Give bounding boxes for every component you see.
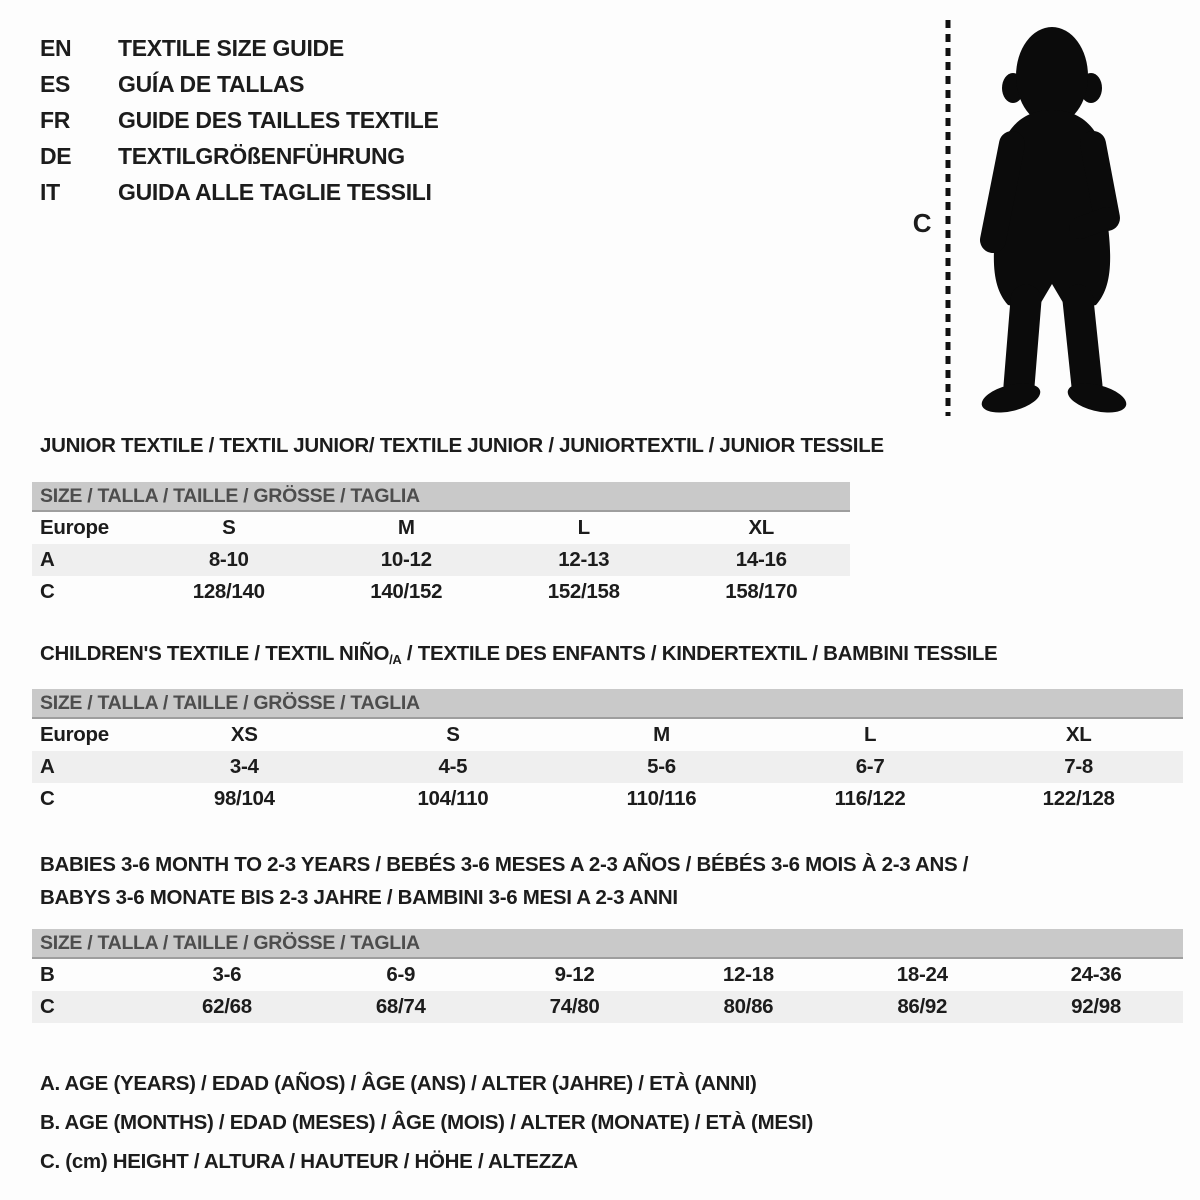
age-cell: 8-10: [208, 548, 249, 571]
measurement-legend: [40, 1064, 813, 1181]
height-cell: 128/140: [192, 580, 265, 603]
height-cell: 98/104: [213, 787, 275, 810]
table-row-europe: [32, 719, 1183, 751]
junior-table-body: [32, 512, 850, 608]
children-size-header: SIZE / TALLA / TAILLE / GRÖSSE / TAGLIA: [32, 689, 1183, 719]
legend-age-months: B. AGE (MONTHS) / EDAD (MESES) / ÂGE (MOIS) / ALTER (MONATE) / ETÀ (MESI): [40, 1111, 814, 1134]
table-row-height-cm: [32, 783, 1183, 815]
age-cell: 12-13: [558, 548, 610, 571]
legend-height-cm: C. (cm) HEIGHT / ALTURA / HAUTEUR / HÖHE / ALTEZZA: [40, 1150, 578, 1173]
age-cell: 14-16: [735, 548, 787, 571]
lang-code: ES: [40, 70, 71, 97]
size-cell: L: [577, 516, 590, 539]
lang-row-it: [40, 174, 439, 210]
size-cell: XL: [748, 516, 775, 539]
row-label: Europe: [40, 516, 109, 539]
babies-title-line-1: BABIES 3-6 MONTH TO 2-3 YEARS / BEBÉS 3-6 MESES A 2-3 AÑOS / BÉBÉS 3-6 MOIS À 2-3 ANS /: [40, 853, 969, 876]
table-row-height-cm: [32, 991, 1183, 1023]
height-cell: 92/98: [1071, 995, 1121, 1018]
height-cell: 116/122: [834, 787, 906, 810]
lang-row-es: [40, 66, 439, 102]
age-cell: 5-6: [647, 755, 676, 778]
age-cell: 18-24: [896, 963, 948, 986]
row-label: C: [40, 580, 55, 603]
children-title-sub: /A: [389, 652, 402, 667]
height-cell: 110/116: [626, 787, 697, 810]
children-title-post: / TEXTILE DES ENFANTS / KINDERTEXTIL / BAMBINI TESSILE: [401, 642, 998, 665]
children-table-body: [32, 719, 1183, 815]
age-cell: 3-6: [212, 963, 242, 986]
size-cell: XL: [1065, 723, 1092, 746]
height-cell: 68/74: [375, 995, 426, 1018]
guide-title-it: GUIDA ALLE TAGLIE TESSILI: [118, 178, 432, 205]
lang-code: EN: [40, 34, 72, 61]
size-cell: S: [446, 723, 460, 746]
age-cell: 4-5: [438, 755, 468, 778]
height-cell: 152/158: [547, 580, 620, 603]
age-cell: 12-18: [722, 963, 774, 986]
height-cell: 80/86: [723, 995, 774, 1018]
junior-size-header: SIZE / TALLA / TAILLE / GRÖSSE / TAGLIA: [32, 482, 850, 512]
table-row-height-cm: [32, 576, 850, 608]
height-cell: 140/152: [370, 580, 443, 603]
babies-section-title: [40, 848, 968, 914]
guide-title-es: GUÍA DE TALLAS: [118, 70, 305, 97]
lang-code: IT: [40, 178, 60, 205]
children-section-title: [40, 642, 997, 667]
height-cell: 62/68: [202, 995, 252, 1018]
height-cell: 104/110: [417, 787, 489, 810]
size-cell: S: [222, 516, 236, 539]
lang-code: DE: [40, 142, 72, 169]
lang-row-fr: [40, 102, 439, 138]
row-label: C: [40, 995, 55, 1018]
height-measure-line-icon: [944, 20, 952, 416]
guide-title-de: TEXTILGRÖßENFÜHRUNG: [118, 142, 405, 169]
age-cell: 6-7: [855, 755, 885, 778]
row-label: A: [40, 548, 55, 571]
babies-title-line-2: BABYS 3-6 MONATE BIS 2-3 JAHRE / BAMBINI 3-6 MESI A 2-3 ANNI: [40, 886, 678, 909]
height-cell: 86/92: [897, 995, 948, 1018]
children-title-pre: CHILDREN'S TEXTILE / TEXTIL NIÑO: [40, 642, 390, 665]
junior-section-title: JUNIOR TEXTILE / TEXTIL JUNIOR/ TEXTILE JUNIOR / JUNIORTEXTIL / JUNIOR TESSILE: [40, 434, 884, 457]
age-cell: 10-12: [380, 548, 432, 571]
babies-size-table: [32, 929, 1183, 1023]
babies-size-header: SIZE / TALLA / TAILLE / GRÖSSE / TAGLIA: [32, 929, 1183, 959]
row-label: B: [40, 963, 55, 986]
table-row-age-months: [32, 959, 1183, 991]
age-cell: 3-4: [229, 755, 259, 778]
height-measure-label: C: [912, 208, 932, 238]
age-cell: 24-36: [1070, 963, 1122, 986]
size-cell: XS: [230, 723, 258, 746]
row-label: A: [40, 755, 55, 778]
age-cell: 6-9: [386, 963, 416, 986]
age-cell: 7-8: [1064, 755, 1094, 778]
height-cell: 122/128: [1042, 787, 1115, 810]
language-title-list: [40, 30, 439, 210]
row-label: Europe: [40, 723, 109, 746]
lang-code: FR: [40, 106, 71, 133]
row-label: C: [40, 787, 55, 810]
babies-table-body: [32, 959, 1183, 1023]
table-row-age-years: [32, 751, 1183, 783]
guide-title-en: TEXTILE SIZE GUIDE: [118, 34, 344, 61]
height-cell: 158/170: [725, 580, 798, 603]
children-size-table: [32, 689, 1183, 815]
table-row-europe: [32, 512, 850, 544]
size-cell: M: [653, 723, 670, 746]
table-row-age-years: [32, 544, 850, 576]
lang-row-en: [40, 30, 439, 66]
size-cell: M: [397, 516, 415, 539]
toddler-silhouette-icon: [966, 18, 1136, 418]
size-cell: L: [863, 723, 877, 746]
junior-size-table: [32, 482, 850, 608]
guide-title-fr: GUIDE DES TAILLES TEXTILE: [118, 106, 439, 133]
height-cell: 74/80: [549, 995, 600, 1018]
legend-age-years: A. AGE (YEARS) / EDAD (AÑOS) / ÂGE (ANS) / ALTER (JAHRE) / ETÀ (ANNI): [40, 1072, 757, 1095]
lang-row-de: [40, 138, 439, 174]
age-cell: 9-12: [554, 963, 595, 986]
